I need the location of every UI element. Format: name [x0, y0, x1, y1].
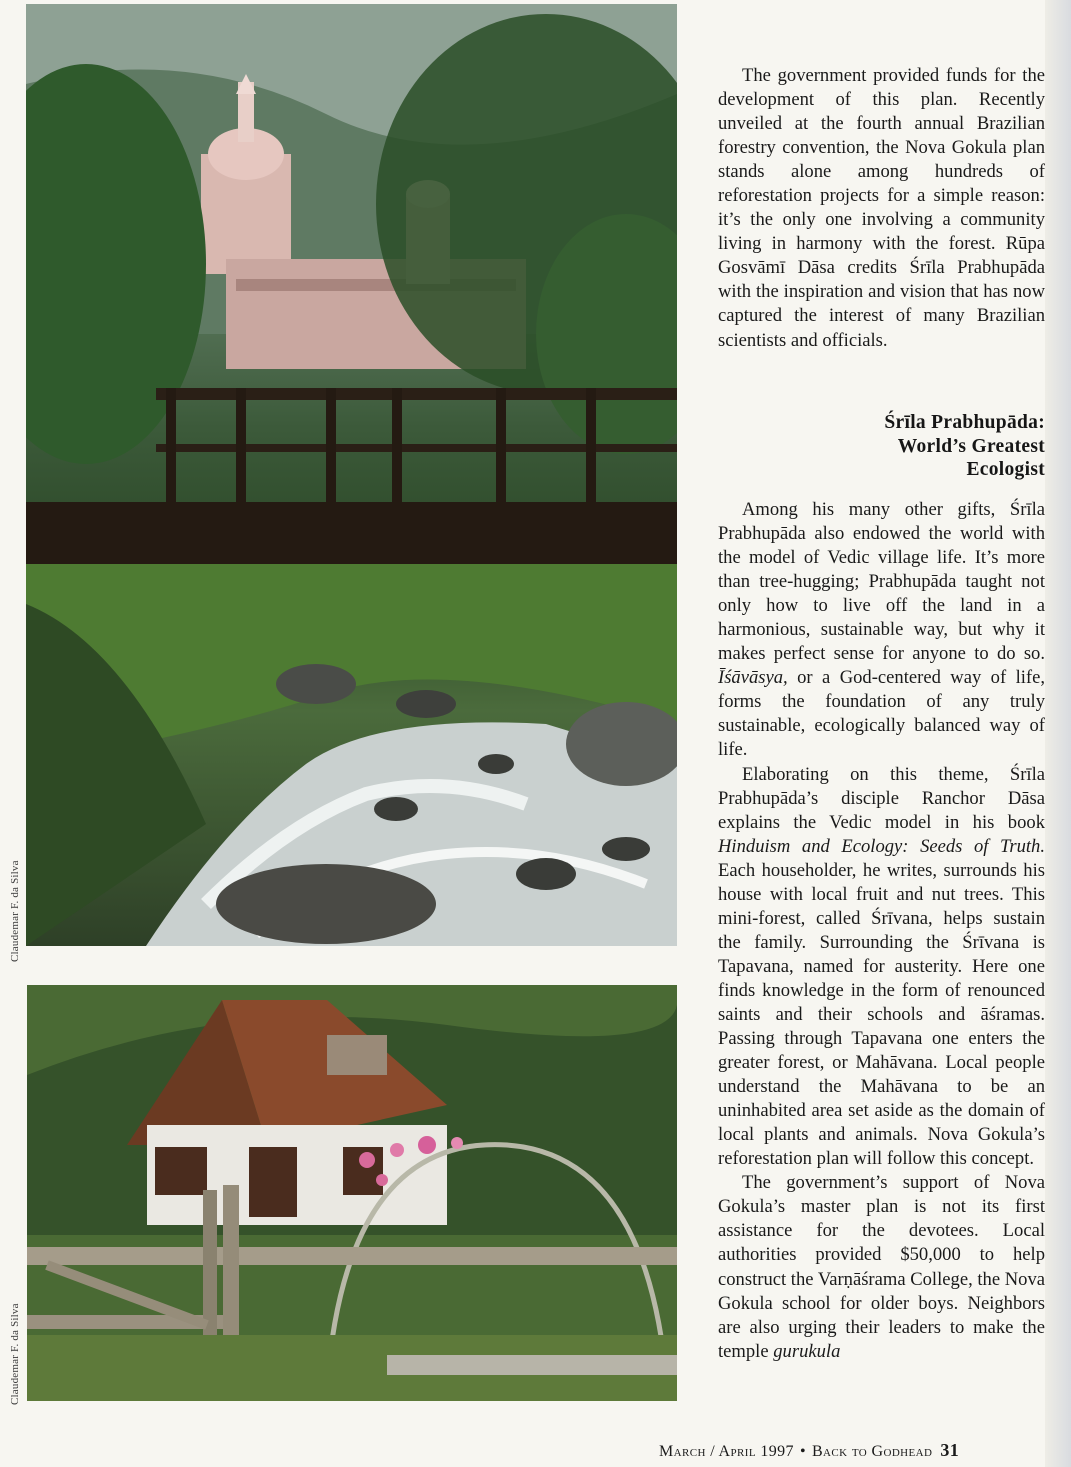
footer-issue: March / April 1997 — [659, 1443, 794, 1460]
heading-line-2: World’s Greatest — [897, 435, 1045, 457]
body-paragraph-3 — [718, 1171, 1045, 1363]
page-footer — [659, 1440, 1049, 1461]
body-paragraph-1-italic: Īśāvāsya, — [718, 667, 788, 689]
photo-cottage-garden — [27, 985, 677, 1401]
facing-page-bleed — [1045, 0, 1071, 1467]
photo-temple-bridge-stream-illustration — [26, 4, 677, 946]
page-number: 31 — [940, 1440, 960, 1460]
photo-temple-bridge-stream — [26, 4, 677, 946]
body-paragraph-2-text-a: Elaborating on this theme, Śrīla Prabhupāda’s disciple Ranchor Dāsa explains the Vedic model in his book — [718, 763, 1045, 833]
article-intro — [718, 64, 1045, 353]
body-paragraph-1-text-b: or a God-centered way of life, forms the foundation of any truly sustainable, ecologically balanced way of life. — [718, 667, 1045, 761]
photo-credit-top: Claudemar F. da Silva — [9, 860, 21, 962]
body-paragraph-2-text-b: Each householder, he writes, surrounds his house with local fruit and nut trees. This mini-forest, called Śrīvana, helps sustain the family. Surrounding the Śrīvana is Tapavana, named for austerity. Here one finds knowledge in the form of renounced saints and their schools and āśramas. Passing through Tapavana one enters the greater forest, or Mahāvana. Local people understand the Mahāvana to be an uninhabited area set aside as the domain of local plants and animals. Nova Gokula’s reforestation plan will follow this concept. — [718, 859, 1045, 1170]
body-paragraph-1 — [718, 498, 1045, 763]
body-paragraph-3-italic: gurukula — [773, 1340, 841, 1362]
body-paragraph-2 — [718, 763, 1045, 1172]
photo-credit-bottom: Claudemar F. da Silva — [9, 1303, 21, 1405]
article-body — [718, 498, 1045, 1364]
section-heading — [718, 411, 1045, 482]
footer-bullet: • — [799, 1443, 806, 1460]
book-title: Hinduism and Ecology: Seeds of Truth. — [718, 835, 1045, 857]
body-paragraph-1-text-a: Among his many other gifts, Śrīla Prabhupāda also endowed the world with the model of Vedic village life. It’s more than tree-hugging; Prabhupāda taught not only how to live off the land in a harmonious, sustainable way, but why it makes perfect sense for anyone to do so. — [718, 499, 1045, 665]
photo-cottage-garden-illustration — [27, 985, 677, 1401]
intro-paragraph: The government provided funds for the development of this plan. Recently unveiled at the fourth annual Brazilian forestry convention, the Nova Gokula plan stands alone among hundreds of reforestation projects for a simple reason: it’s the only one involving a community living in harmony with the forest. Rūpa Gosvāmī Dāsa credits Śrīla Prabhupāda with the inspiration and vision that has now captured the interest of many Brazilian scientists and officials. — [718, 65, 1045, 351]
body-paragraph-3-text-a: The government’s support of Nova Gokula’s master plan is not its first assistance for the devotees. Local authorities provided $50,000 to help construct the Varṇāśrama College, the Nova Gokula school for older boys. Neighbors are also urging their leaders to make the temple — [718, 1172, 1046, 1362]
heading-line-3: Ecologist — [966, 459, 1045, 480]
heading-line-1: Śrīla Prabhupāda: — [884, 412, 1045, 433]
footer-magazine: Back to Godhead — [811, 1443, 933, 1460]
